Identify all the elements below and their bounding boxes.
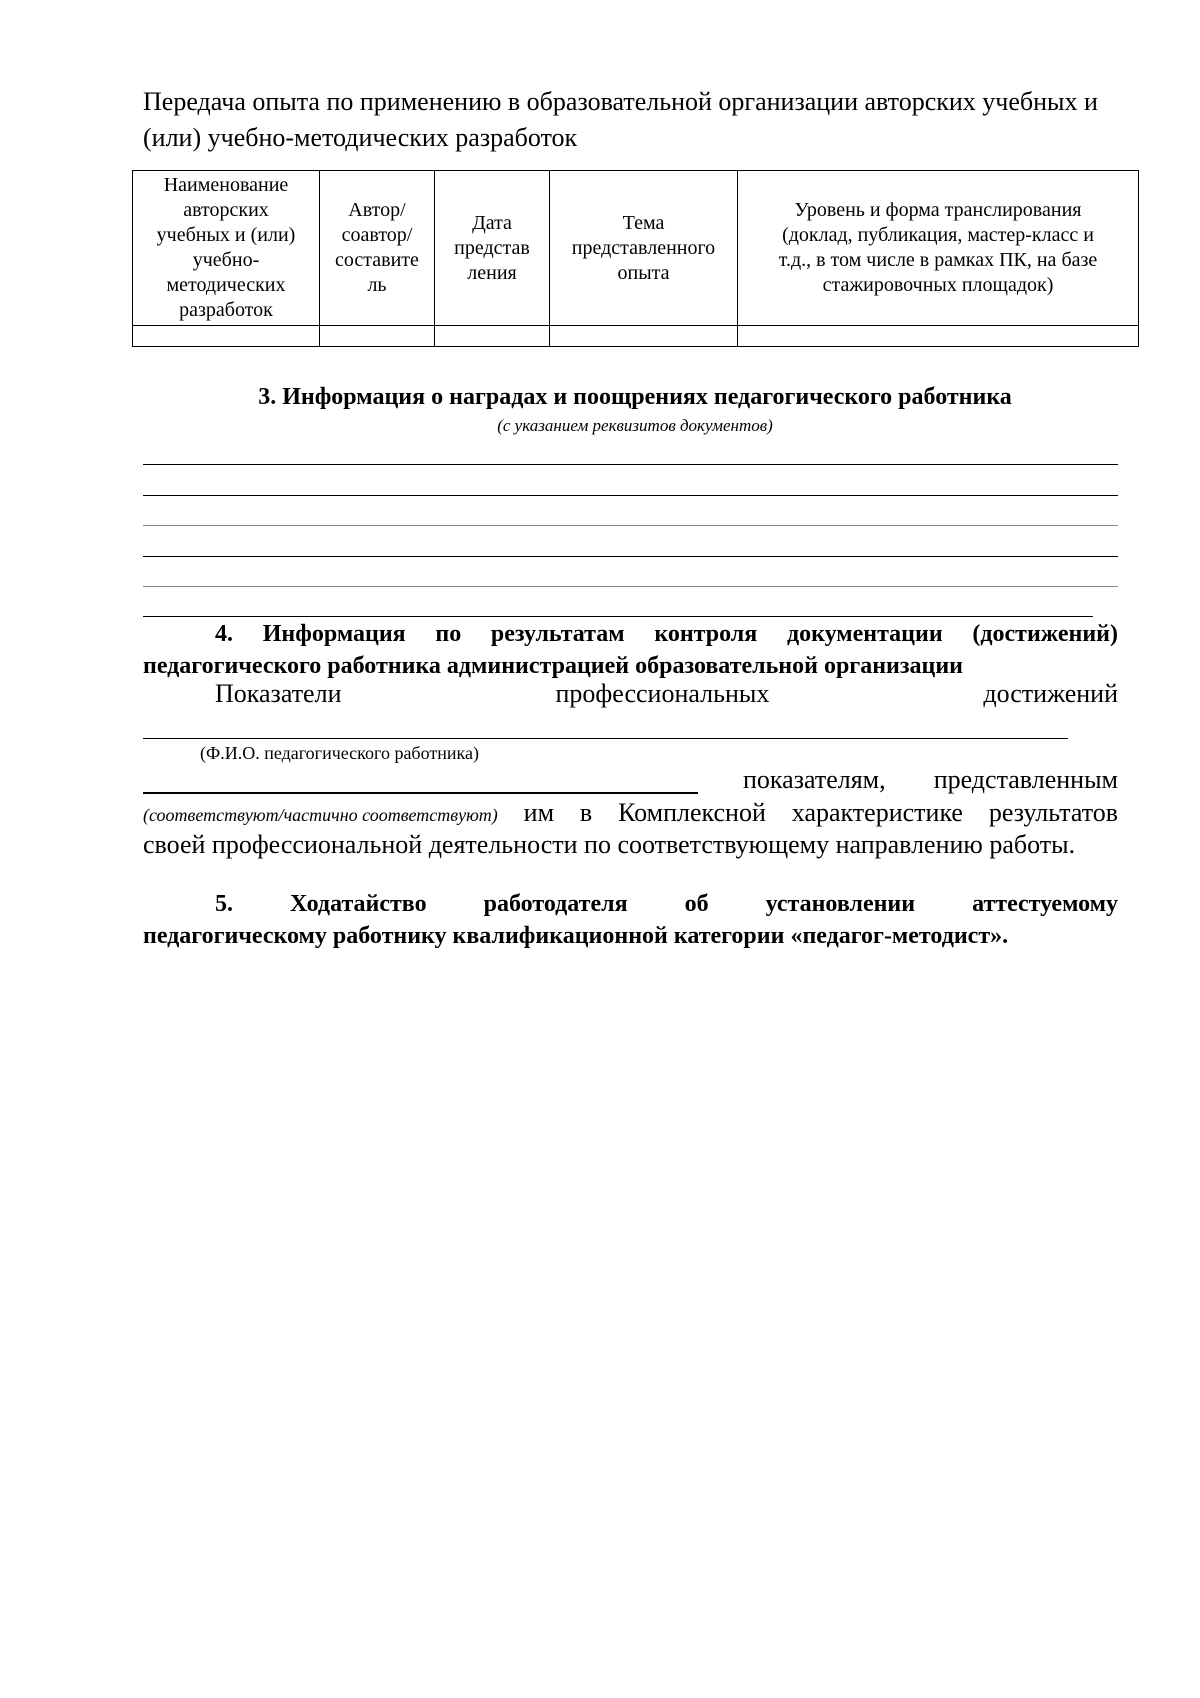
- awards-input-line[interactable]: [143, 525, 1118, 526]
- conformity-input-line[interactable]: [143, 792, 698, 794]
- awards-input-line[interactable]: [143, 464, 1118, 465]
- word: Комплексной: [618, 798, 766, 827]
- word: в: [579, 798, 593, 827]
- conformity-line: [143, 797, 1118, 831]
- header-date-cell: Дата представ ления: [435, 171, 550, 326]
- developments-table: [132, 170, 1139, 347]
- word: Показатели: [215, 679, 342, 708]
- awards-input-line[interactable]: [143, 586, 1118, 587]
- word: Ходатайство: [290, 891, 427, 917]
- word: аттестуемому: [972, 891, 1118, 917]
- word: профессиональных: [555, 679, 770, 708]
- word: об: [684, 891, 709, 917]
- table-cell[interactable]: [738, 326, 1139, 347]
- word: результатов: [988, 798, 1118, 827]
- table-empty-row: [133, 326, 1139, 347]
- indicators-line: [215, 678, 1118, 710]
- word: достижений: [983, 679, 1118, 708]
- table-header-row: [133, 171, 1139, 326]
- header-topic-cell: Тема представленного опыта: [550, 171, 738, 326]
- table-cell[interactable]: [435, 326, 550, 347]
- word: 5.: [215, 891, 233, 917]
- header-name-cell: Наименование авторских учебных и (или) учебно- методических разработок: [133, 171, 320, 326]
- word: работодателя: [483, 891, 628, 917]
- awards-input-line[interactable]: [143, 495, 1118, 496]
- intro-paragraph: Передача опыта по применению в образовательной организации авторских учебных и (или) учебно-методических разработок: [143, 87, 1098, 152]
- section-5-title-line1: [143, 888, 1118, 920]
- header-author-cell: Автор/ соавтор/ составите ль: [320, 171, 435, 326]
- section-4-title: 4. Информация по результатам контроля документации (достижений) педагогического работника администрацией образовательной организации: [143, 621, 1118, 679]
- word: им: [523, 798, 555, 827]
- awards-input-line[interactable]: [143, 616, 1093, 617]
- conformity-line-end: своей профессиональной деятельности по соответствующему направлению работы.: [143, 830, 1076, 859]
- section-5-title-line2: педагогическому работнику квалификационной категории «педагог-методист».: [143, 923, 1009, 949]
- conformity-options: (соответствуют/частично соответствуют): [143, 805, 498, 825]
- header-level-cell: Уровень и форма транслирования (доклад, публикация, мастер-класс и т.д., в том числе в рамках ПК, на базе стажировочных площадок): [738, 171, 1139, 326]
- word: характеристике: [791, 798, 963, 827]
- fio-caption: (Ф.И.О. педагогического работника): [200, 743, 479, 763]
- awards-input-line[interactable]: [143, 556, 1118, 557]
- table-cell[interactable]: [320, 326, 435, 347]
- table-cell[interactable]: [133, 326, 320, 347]
- word: показателям,: [743, 765, 886, 794]
- word: представленным: [933, 765, 1118, 794]
- table-cell[interactable]: [550, 326, 738, 347]
- word: установлении: [765, 891, 916, 917]
- section-3-subtitle: (с указанием реквизитов документов): [497, 416, 773, 435]
- section-3-title: 3. Информация о наградах и поощрениях педагогического работника: [258, 384, 1012, 410]
- fio-input-line[interactable]: [143, 738, 1068, 739]
- indicators-to-line: [743, 764, 1118, 796]
